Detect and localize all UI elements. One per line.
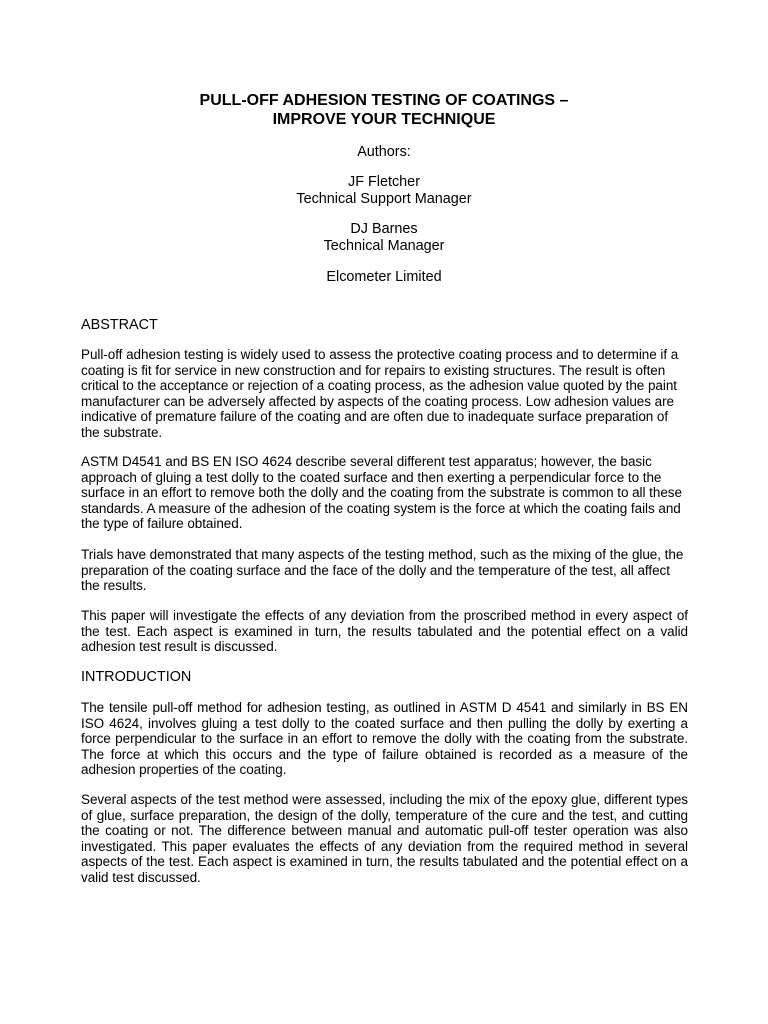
document-title-line-1: PULL-OFF ADHESION TESTING OF COATINGS – [199, 92, 569, 109]
document-title-line-2: IMPROVE YOUR TECHNIQUE [272, 111, 496, 128]
abstract-heading: ABSTRACT [81, 317, 158, 333]
organization: Elcometer Limited [326, 269, 442, 285]
introduction-paragraph-1: The tensile pull-off method for adhesion testing, as outlined in ASTM D 4541 and similarly in BS EN ISO 4624, involves gluing a test dolly to the coated surface and then pulling the dolly by exerting a force perpendicular to the surface in an effort to remove the dolly with the coating from the substrate. The force at which this occurs and the type of failure obtained is recorded as a measure of the adhesion properties of the coating. [81, 700, 688, 778]
author-1-name: JF Fletcher [348, 174, 420, 190]
abstract-paragraph-4: This paper will investigate the effects of any deviation from the proscribed method in every aspect of the test. Each aspect is examined in turn, the results tabulated and the potential effect on a valid adhesion test result is discussed. [81, 608, 688, 655]
abstract-paragraph-3: Trials have demonstrated that many aspects of the testing method, such as the mixing of the glue, the preparation of the coating surface and the face of the dolly and the temperature of the test, all affect the results. [81, 547, 684, 594]
abstract-paragraph-1: Pull-off adhesion testing is widely used to assess the protective coating process and to determine if a coating is fit for service in new construction and for repairs to existing structures. The result is often critical to the acceptance or rejection of a coating process, as the adhesion value quoted by the paint manufacturer can be adversely affected by aspects of the coating process. Low adhesion values are indicative of premature failure of the coating and are often due to inadequate surface preparation of the substrate. [81, 347, 679, 440]
introduction-paragraph-2: Several aspects of the test method were assessed, including the mix of the epoxy glue, different types of glue, surface preparation, the design of the dolly, temperature of the cure and the test, and cutting the coating or not. The difference between manual and automatic pull-off tester operation was also investigated. This paper evaluates the effects of any deviation from the required method in several aspects of the test. Each aspect is examined in turn, the results tabulated and the potential effect on a valid test discussed. [81, 792, 688, 885]
introduction-heading: INTRODUCTION [81, 669, 192, 685]
author-2-role: Technical Manager [323, 238, 445, 254]
authors-label: Authors: [357, 144, 411, 160]
author-2-name: DJ Barnes [350, 221, 418, 237]
abstract-paragraph-2: ASTM D4541 and BS EN ISO 4624 describe several different test apparatus; however, the basic approach of gluing a test dolly to the coated surface and then exerting a perpendicular force to the surface in an effort to remove both the dolly and the coating from the substrate is common to all these standards. A measure of the adhesion of the coating system is the force at which the coating fails and the type of failure obtained. [81, 454, 682, 532]
author-1-role: Technical Support Manager [296, 191, 472, 207]
